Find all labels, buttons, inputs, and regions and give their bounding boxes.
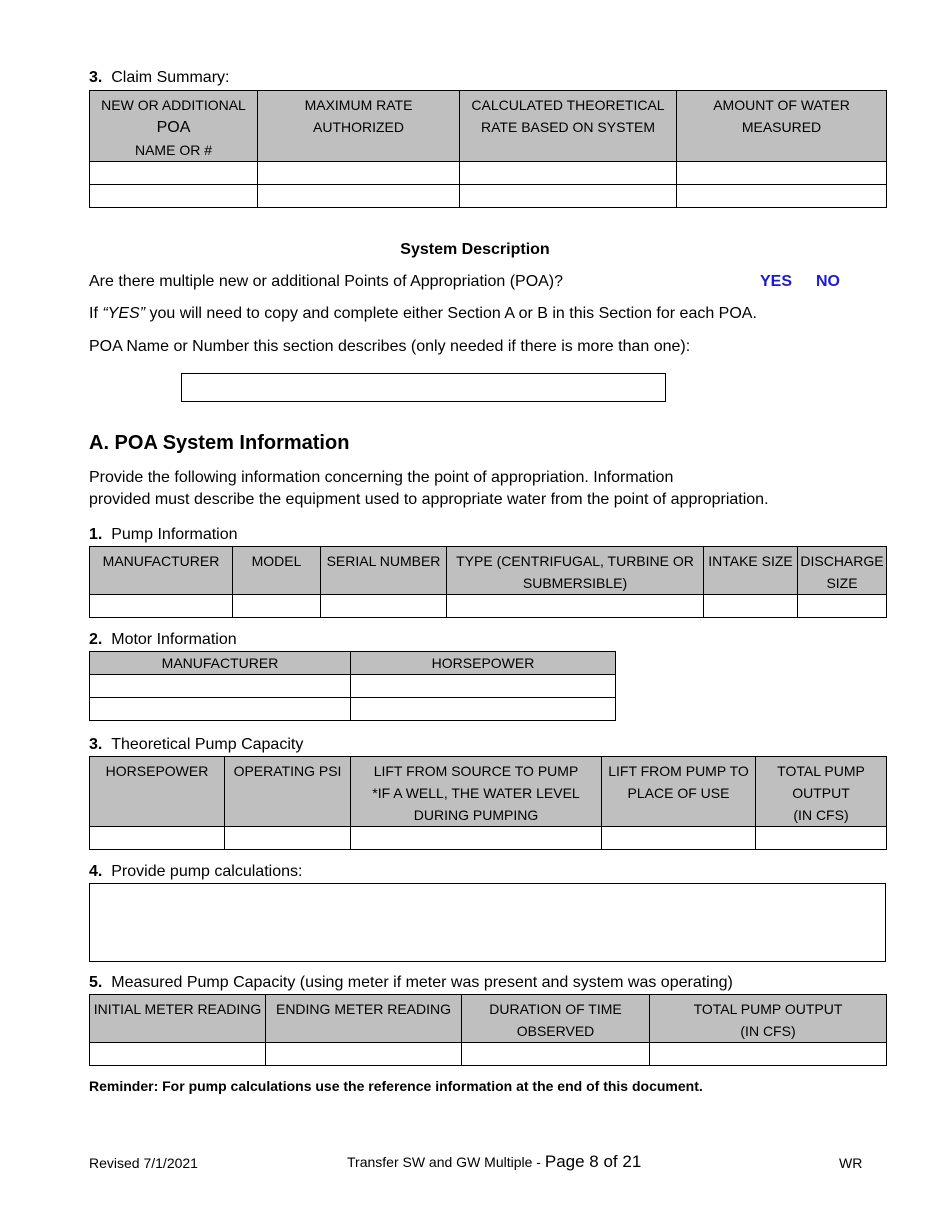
theoretical-capacity-table [89, 756, 887, 850]
column-header: NEW OR ADDITIONAL POA NAME OR # [90, 91, 258, 162]
multiple-poa-question: Are there multiple new or additional Points of Appropriation (POA)? [89, 273, 564, 290]
table-cell-input[interactable] [650, 1043, 887, 1066]
table-cell-input[interactable] [351, 698, 616, 721]
table-cell-input[interactable] [351, 827, 602, 850]
reminder-note: Reminder: For pump calculations use the reference information at the end of this document. [89, 1078, 703, 1094]
table-row [90, 1043, 887, 1066]
table-cell-input[interactable] [90, 595, 233, 618]
table-cell-input[interactable] [798, 595, 887, 618]
table-row [90, 675, 616, 698]
column-header: SERIAL NUMBER [321, 547, 447, 595]
table-cell-input[interactable] [351, 675, 616, 698]
column-header: MAXIMUM RATE AUTHORIZED [258, 91, 460, 162]
table-cell-input[interactable] [90, 185, 258, 208]
column-header: ENDING METER READING [266, 995, 462, 1043]
table-cell-input[interactable] [460, 162, 677, 185]
table-row [90, 827, 887, 850]
table-cell-input[interactable] [258, 185, 460, 208]
motor-info-table [89, 651, 616, 721]
column-header: DISCHARGE SIZE [798, 547, 887, 595]
claim-summary-table [89, 90, 887, 208]
column-header: MODEL [233, 547, 321, 595]
column-header: MANUFACTURER [90, 652, 351, 675]
table-header-row [90, 757, 887, 827]
column-header: INTAKE SIZE [704, 547, 798, 595]
if-yes-instruction: If “YES” you will need to copy and complete either Section A or B in this Section for each POA. [89, 305, 757, 322]
table-row [90, 185, 887, 208]
column-header: LIFT FROM PUMP TO PLACE OF USE [602, 757, 756, 827]
column-header: TOTAL PUMP OUTPUT (IN CFS) [756, 757, 887, 827]
table-cell-input[interactable] [90, 827, 225, 850]
column-header: DURATION OF TIME OBSERVED [462, 995, 650, 1043]
table-cell-input[interactable] [225, 827, 351, 850]
column-header: OPERATING PSI [225, 757, 351, 827]
measured-capacity-table [89, 994, 887, 1066]
poa-name-input[interactable] [181, 373, 666, 402]
theoretical-capacity-heading: 3. Theoretical Pump Capacity [89, 736, 304, 753]
pump-info-table [89, 546, 887, 618]
column-header: AMOUNT OF WATER MEASURED [677, 91, 887, 162]
column-header: TYPE (CENTRIFUGAL, TURBINE OR SUBMERSIBLE) [447, 547, 704, 595]
table-header-row [90, 652, 616, 675]
table-cell-input[interactable] [90, 698, 351, 721]
motor-info-heading: 2. Motor Information [89, 631, 237, 648]
page-number: Page 8 of 21 [544, 1152, 642, 1171]
table-row [90, 595, 887, 618]
table-row [90, 162, 887, 185]
column-header: HORSEPOWER [90, 757, 225, 827]
column-header: HORSEPOWER [351, 652, 616, 675]
table-cell-input[interactable] [756, 827, 887, 850]
table-cell-input[interactable] [90, 675, 351, 698]
table-cell-input[interactable] [704, 595, 798, 618]
table-cell-input[interactable] [602, 827, 756, 850]
pump-calculations-input[interactable] [89, 883, 886, 962]
system-description-title: System Description [400, 241, 550, 258]
table-header-row [90, 547, 887, 595]
column-header: TOTAL PUMP OUTPUT (IN CFS) [650, 995, 887, 1043]
footer-revised: Revised 7/1/2021 [89, 1155, 198, 1171]
table-cell-input[interactable] [460, 185, 677, 208]
footer-document-title: Transfer SW and GW Multiple - Page 8 of 21 [347, 1152, 642, 1171]
column-header: LIFT FROM SOURCE TO PUMP *IF A WELL, THE WATER LEVEL DURING PUMPING [351, 757, 602, 827]
table-cell-input[interactable] [233, 595, 321, 618]
poa-name-label: POA Name or Number this section describes (only needed if there is more than one): [89, 338, 691, 355]
table-header-row [90, 995, 887, 1043]
claim-summary-heading: 3. Claim Summary: [89, 69, 230, 86]
section-a-intro-line2: provided must describe the equipment used to appropriate water from the point of appropriation. [89, 491, 769, 508]
pump-calculations-heading: 4. Provide pump calculations: [89, 863, 303, 880]
column-header: MANUFACTURER [90, 547, 233, 595]
table-cell-input[interactable] [90, 162, 258, 185]
table-cell-input[interactable] [462, 1043, 650, 1066]
table-cell-input[interactable] [266, 1043, 462, 1066]
table-header-row [90, 91, 887, 162]
pump-info-heading: 1. Pump Information [89, 526, 238, 543]
column-header: INITIAL METER READING [90, 995, 266, 1043]
table-row [90, 698, 616, 721]
yes-option[interactable]: YES [760, 273, 793, 290]
table-cell-input[interactable] [677, 185, 887, 208]
table-cell-input[interactable] [447, 595, 704, 618]
table-cell-input[interactable] [90, 1043, 266, 1066]
footer-code: WR [839, 1155, 863, 1171]
measured-capacity-heading: 5. Measured Pump Capacity (using meter if meter was present and system was operating) [89, 974, 733, 991]
table-cell-input[interactable] [258, 162, 460, 185]
section-a-intro-line1: Provide the following information concerning the point of appropriation. Information [89, 469, 674, 486]
section-a-title: A. POA System Information [89, 432, 350, 454]
column-header: CALCULATED THEORETICAL RATE BASED ON SYSTEM [460, 91, 677, 162]
table-cell-input[interactable] [677, 162, 887, 185]
table-cell-input[interactable] [321, 595, 447, 618]
no-option[interactable]: NO [816, 273, 840, 290]
